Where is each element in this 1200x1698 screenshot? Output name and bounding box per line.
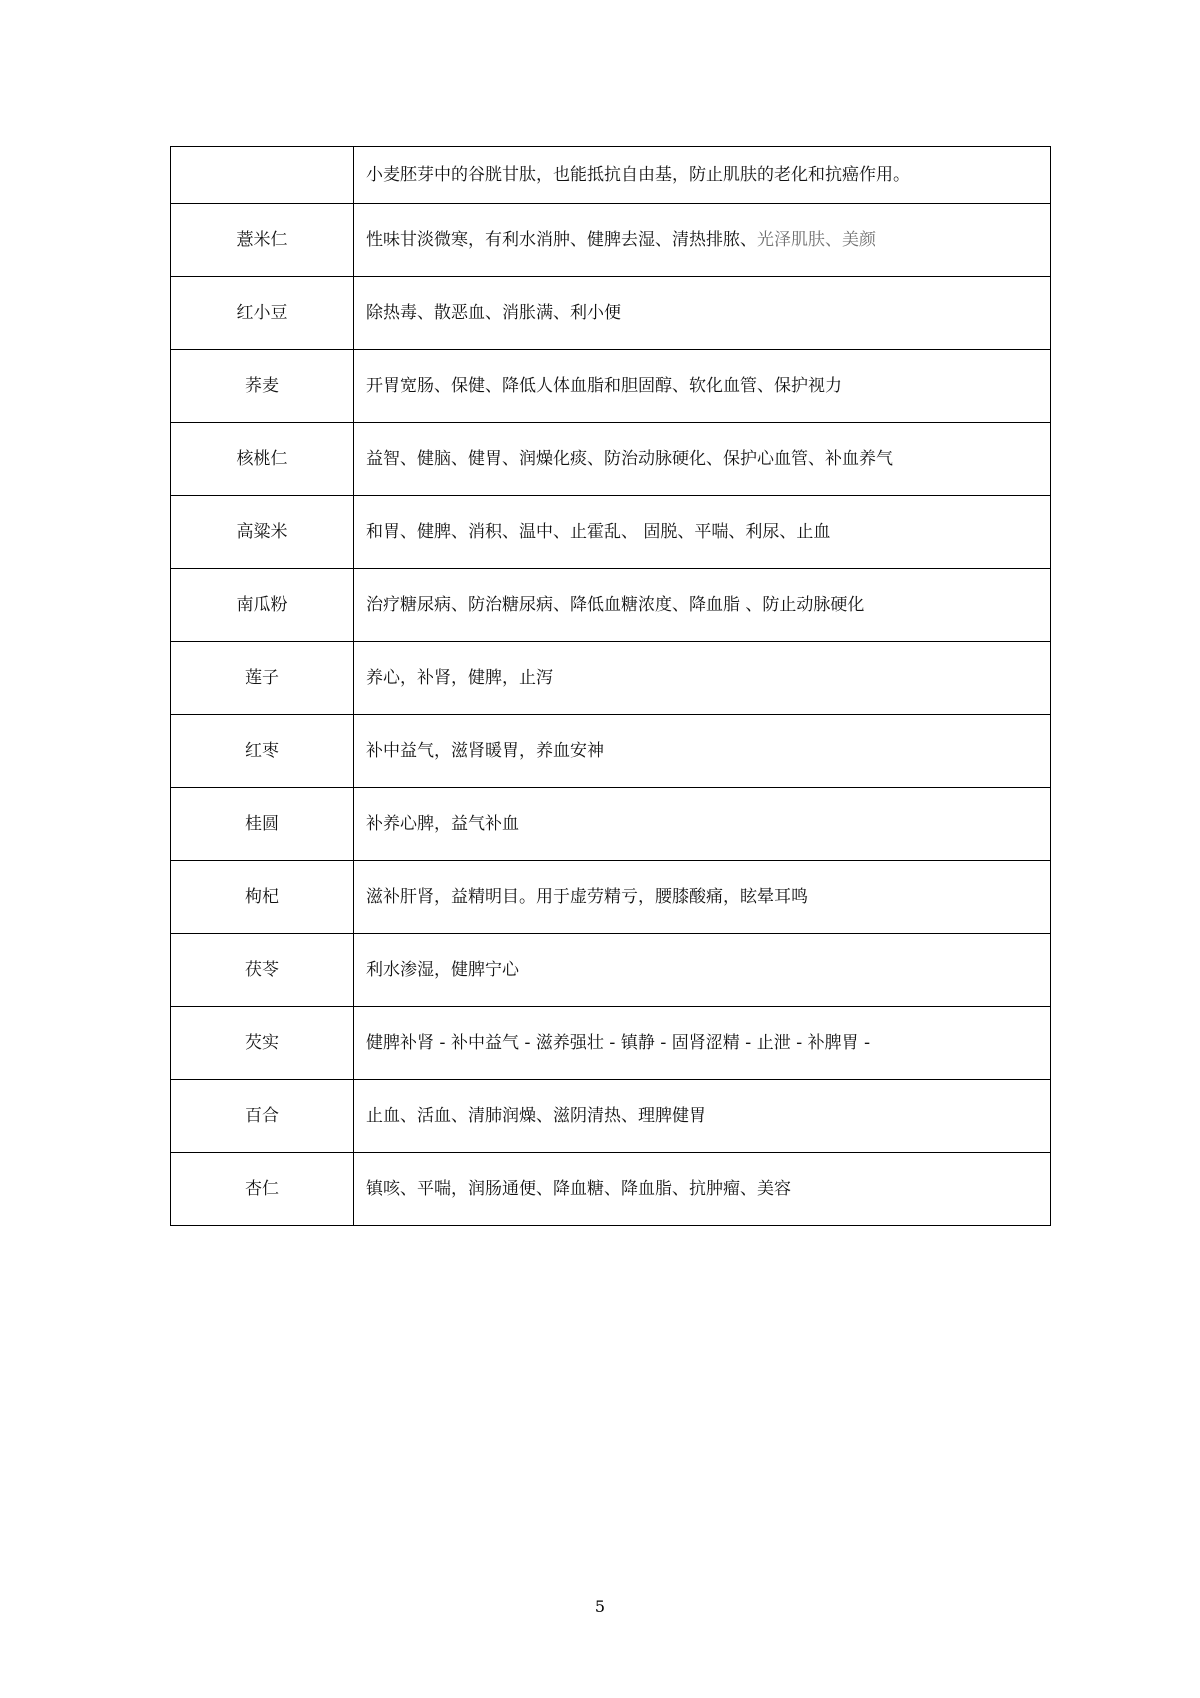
- ingredient-name-cell: 茯苓: [171, 934, 354, 1007]
- table-body: [171, 147, 1051, 1226]
- effect-text: 利水渗湿，健脾宁心: [366, 959, 519, 980]
- table-row: [171, 715, 1051, 788]
- effect-text: 镇咳、平喘，润肠通便、降血糖、降血脂、抗肿瘤、美容: [366, 1178, 791, 1199]
- effect-cell: [354, 861, 1051, 934]
- ingredient-name-cell: 南瓜粉: [171, 569, 354, 642]
- effect-text: 治疗糖尿病、防治糖尿病、降低血糖浓度、降血脂 、防止动脉硬化: [366, 594, 865, 615]
- ingredient-name-cell: [171, 147, 354, 204]
- ingredient-name-cell: 桂圆: [171, 788, 354, 861]
- effect-cell: [354, 277, 1051, 350]
- table-row: [171, 861, 1051, 934]
- ingredient-name-cell: 枸杞: [171, 861, 354, 934]
- ingredient-name-cell: 高粱米: [171, 496, 354, 569]
- effect-text: 养心，补肾，健脾，止泻: [366, 667, 553, 688]
- effect-text: 补中益气，滋肾暖胃，养血安神: [366, 740, 604, 761]
- effect-cell: [354, 934, 1051, 1007]
- effect-cell: [354, 788, 1051, 861]
- effect-cell: [354, 715, 1051, 788]
- effect-text: 除热毒、散恶血、消胀满、利小便: [366, 302, 621, 323]
- table-row: [171, 147, 1051, 204]
- effect-text: 补养心脾，益气补血: [366, 813, 519, 834]
- table-row: [171, 642, 1051, 715]
- table-row: [171, 1007, 1051, 1080]
- page-number: 5: [594, 1597, 606, 1616]
- effect-text: 小麦胚芽中的谷胱甘肽，也能抵抗自由基，防止肌肤的老化和抗癌作用。: [366, 164, 910, 185]
- ingredient-name-cell: 芡实: [171, 1007, 354, 1080]
- effect-cell: [354, 496, 1051, 569]
- effect-text: 性味甘淡微寒，有利水消肿、健脾去湿、清热排脓、: [366, 229, 757, 250]
- table-row: [171, 788, 1051, 861]
- effect-text-muted: 光泽肌肤、美颜: [757, 229, 876, 250]
- ingredient-name-cell: 荞麦: [171, 350, 354, 423]
- table-row: [171, 569, 1051, 642]
- effect-text: 和胃、健脾、消积、温中、止霍乱、 固脱、平喘、利尿、止血: [366, 521, 831, 542]
- effect-text: 止血、活血、清肺润燥、滋阴清热、理脾健胃: [366, 1105, 706, 1126]
- effect-cell: [354, 204, 1051, 277]
- herb-effects-table: [170, 146, 1051, 1226]
- table-row: [171, 496, 1051, 569]
- effect-text: 益智、健脑、健胃、润燥化痰、防治动脉硬化、保护心血管、补血养气: [366, 448, 893, 469]
- table-row: [171, 934, 1051, 1007]
- effect-text: 开胃宽肠、保健、降低人体血脂和胆固醇、软化血管、保护视力: [366, 375, 842, 396]
- ingredient-name-cell: 核桃仁: [171, 423, 354, 496]
- table-row: [171, 1153, 1051, 1226]
- effect-cell: [354, 423, 1051, 496]
- effect-cell: [354, 569, 1051, 642]
- ingredient-name-cell: 百合: [171, 1080, 354, 1153]
- effect-text: 滋补肝肾，益精明目。用于虚劳精亏，腰膝酸痛，眩晕耳鸣: [366, 886, 808, 907]
- table-row: [171, 350, 1051, 423]
- table-row: [171, 423, 1051, 496]
- effect-cell: [354, 350, 1051, 423]
- table-row: [171, 277, 1051, 350]
- effect-cell: [354, 1007, 1051, 1080]
- effect-cell: [354, 147, 1051, 204]
- ingredient-name-cell: 红枣: [171, 715, 354, 788]
- table-row: [171, 1080, 1051, 1153]
- ingredient-name-cell: 莲子: [171, 642, 354, 715]
- ingredient-name-cell: 薏米仁: [171, 204, 354, 277]
- ingredient-name-cell: 红小豆: [171, 277, 354, 350]
- effect-cell: [354, 1080, 1051, 1153]
- effect-cell: [354, 1153, 1051, 1226]
- ingredient-name-cell: 杏仁: [171, 1153, 354, 1226]
- table-row: [171, 204, 1051, 277]
- effect-cell: [354, 642, 1051, 715]
- effect-text: 健脾补肾 - 补中益气 - 滋养强壮 - 镇静 - 固肾涩精 - 止泄 - 补脾胃 -: [366, 1032, 871, 1053]
